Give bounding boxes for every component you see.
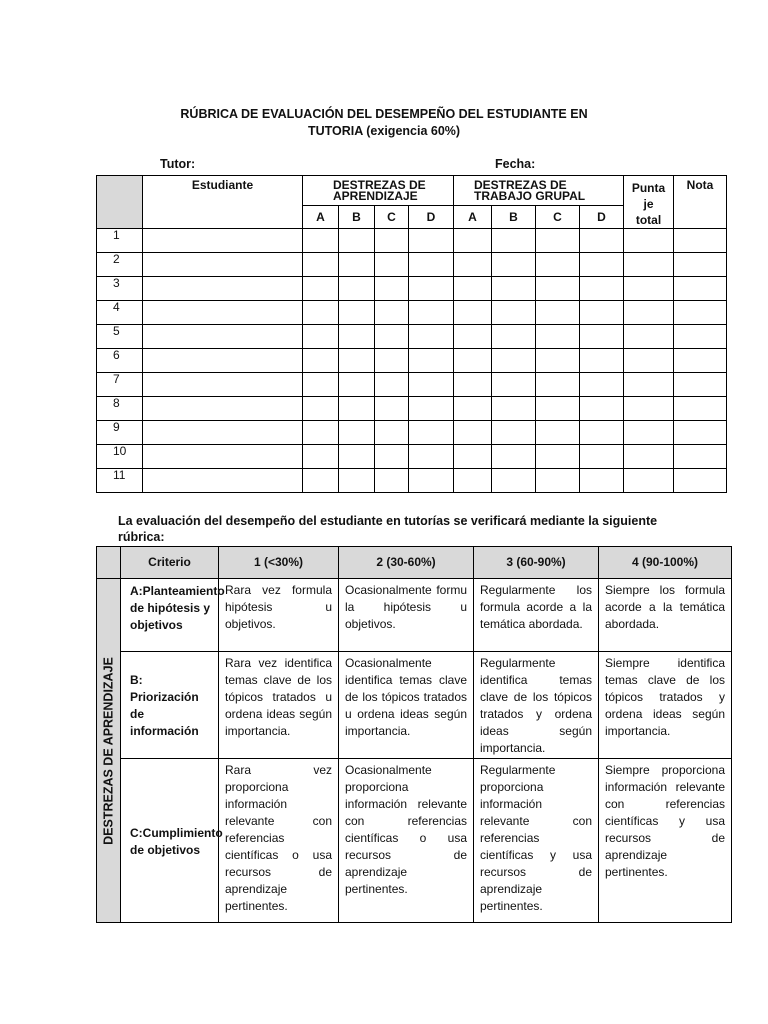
row-number: 3	[97, 277, 143, 301]
grade-cell[interactable]	[339, 301, 375, 325]
grade-cell[interactable]	[580, 445, 624, 469]
skill-subheader: A	[454, 206, 492, 229]
grade-cell[interactable]	[454, 253, 492, 277]
grade-cell[interactable]	[303, 397, 339, 421]
row-number-header	[97, 176, 143, 229]
rubric-table	[96, 546, 732, 923]
row-number: 6	[97, 349, 143, 373]
grade-cell[interactable]	[674, 253, 727, 277]
grade-cell[interactable]	[375, 229, 409, 253]
grade-cell[interactable]	[303, 277, 339, 301]
grade-cell[interactable]	[409, 301, 454, 325]
grade-cell[interactable]	[375, 277, 409, 301]
grade-cell[interactable]	[143, 397, 303, 421]
grade-cell[interactable]	[375, 469, 409, 493]
grade-cell[interactable]	[375, 397, 409, 421]
grade-cell[interactable]	[624, 253, 674, 277]
level-description: Rara vez proporciona información relevante con referencias científicas o usa recursos de aprendizaje pertinentes.	[219, 759, 339, 923]
grade-cell[interactable]	[375, 349, 409, 373]
table-row	[97, 397, 727, 421]
grade-cell[interactable]	[454, 277, 492, 301]
grade-cell[interactable]	[624, 469, 674, 493]
skill-subheader: D	[409, 206, 454, 229]
grade-cell[interactable]	[303, 253, 339, 277]
grade-cell[interactable]	[580, 469, 624, 493]
grade-cell[interactable]	[409, 349, 454, 373]
grade-cell[interactable]	[339, 277, 375, 301]
total-score-label: Punta je total	[631, 181, 666, 227]
fecha-label: Fecha:	[495, 157, 536, 171]
grade-cell[interactable]	[339, 469, 375, 493]
grade-cell[interactable]	[492, 277, 536, 301]
rubric-intro: La evaluación del desempeño del estudiante en tutorías se verificará mediante la siguiente rúbrica:	[118, 514, 658, 544]
grade-cell[interactable]	[409, 421, 454, 445]
grade-cell[interactable]	[624, 397, 674, 421]
table-row	[97, 445, 727, 469]
grade-cell[interactable]	[454, 421, 492, 445]
skill-subheader: B	[339, 206, 375, 229]
level-description: Siempre proporciona información relevante con referencias científicas y usa recursos de aprendizaje pertinentes.	[599, 759, 732, 923]
grade-cell[interactable]	[674, 373, 727, 397]
level-description: Regularmente proporciona información relevante con referencias científicas y usa recursos de aprendizaje pertinentes.	[474, 759, 599, 923]
grade-cell[interactable]	[339, 253, 375, 277]
grade-cell[interactable]	[409, 325, 454, 349]
table-row	[97, 277, 727, 301]
grade-cell[interactable]	[624, 301, 674, 325]
grade-cell[interactable]	[375, 421, 409, 445]
table-row	[97, 373, 727, 397]
student-header: Estudiante	[143, 176, 303, 229]
grade-cell[interactable]	[624, 277, 674, 301]
grade-cell[interactable]	[492, 349, 536, 373]
group-work-skills-header: DESTREZAS DE TRABAJO GRUPAL	[454, 176, 624, 206]
grade-cell[interactable]	[624, 421, 674, 445]
grade-cell[interactable]	[492, 421, 536, 445]
grade-cell[interactable]	[580, 301, 624, 325]
grade-cell[interactable]	[536, 445, 580, 469]
grade-cell[interactable]	[536, 349, 580, 373]
grade-cell[interactable]	[143, 445, 303, 469]
row-number: 4	[97, 301, 143, 325]
grade-cell[interactable]	[143, 469, 303, 493]
grade-cell[interactable]	[536, 469, 580, 493]
grade-cell[interactable]	[492, 445, 536, 469]
learning-skills-header: DESTREZAS DE APRENDIZAJE	[303, 176, 454, 206]
row-number: 9	[97, 421, 143, 445]
rubric-corner	[97, 547, 121, 579]
tutor-label: Tutor:	[160, 157, 196, 171]
grade-cell[interactable]	[674, 349, 727, 373]
grade-cell[interactable]	[674, 301, 727, 325]
evaluation-grid	[96, 175, 727, 493]
table-row	[97, 325, 727, 349]
grade-cell[interactable]	[580, 421, 624, 445]
rubric-row	[97, 759, 732, 923]
grade-cell[interactable]	[143, 349, 303, 373]
grade-cell[interactable]	[303, 445, 339, 469]
grade-cell[interactable]	[536, 421, 580, 445]
row-number: 11	[97, 469, 143, 493]
level-description: Siempre identifica temas clave de los tópicos tratados y ordena ideas según importancia.	[599, 652, 732, 759]
grade-cell[interactable]	[409, 445, 454, 469]
row-number: 5	[97, 325, 143, 349]
grade-cell[interactable]	[339, 325, 375, 349]
table-row	[97, 469, 727, 493]
grade-cell[interactable]	[409, 469, 454, 493]
grade-cell[interactable]	[454, 229, 492, 253]
grade-cell[interactable]	[339, 349, 375, 373]
grade-cell[interactable]	[580, 325, 624, 349]
grade-cell[interactable]	[409, 229, 454, 253]
grade-cell[interactable]	[624, 445, 674, 469]
grade-cell[interactable]	[143, 277, 303, 301]
skill-subheader: B	[492, 206, 536, 229]
grade-cell[interactable]	[580, 397, 624, 421]
grade-cell[interactable]	[536, 253, 580, 277]
grade-cell[interactable]	[536, 229, 580, 253]
row-number: 1	[97, 229, 143, 253]
level-header: 4 (90-100%)	[599, 547, 732, 579]
grade-cell[interactable]	[303, 373, 339, 397]
grade-cell[interactable]	[375, 445, 409, 469]
grade-cell[interactable]	[143, 421, 303, 445]
grade-cell[interactable]	[492, 301, 536, 325]
grade-cell[interactable]	[409, 373, 454, 397]
grade-cell[interactable]	[409, 253, 454, 277]
grade-cell[interactable]	[303, 301, 339, 325]
level-header: 2 (30-60%)	[339, 547, 474, 579]
table-row	[97, 253, 727, 277]
skill-subheader: D	[580, 206, 624, 229]
grade-header: Nota	[674, 176, 727, 229]
grade-cell[interactable]	[492, 469, 536, 493]
level-description: Regularmente los formula acorde a la temática abordada.	[474, 579, 599, 652]
grade-cell[interactable]	[303, 421, 339, 445]
level-description: Rara vez formula hipótesis u objetivos.	[219, 579, 339, 652]
grade-cell[interactable]	[536, 277, 580, 301]
grade-cell[interactable]	[339, 445, 375, 469]
grade-cell[interactable]	[492, 325, 536, 349]
grade-cell[interactable]	[536, 325, 580, 349]
grade-cell[interactable]	[409, 277, 454, 301]
grade-cell[interactable]	[143, 373, 303, 397]
level-header: 3 (60-90%)	[474, 547, 599, 579]
row-number: 8	[97, 397, 143, 421]
grade-cell[interactable]	[454, 469, 492, 493]
grade-cell[interactable]	[375, 325, 409, 349]
skill-subheader: C	[375, 206, 409, 229]
grade-cell[interactable]	[536, 397, 580, 421]
criterion-header: Criterio	[121, 547, 219, 579]
grade-cell[interactable]	[303, 349, 339, 373]
grade-cell[interactable]	[454, 325, 492, 349]
grade-cell[interactable]	[536, 373, 580, 397]
grade-cell[interactable]	[454, 301, 492, 325]
rubric-row	[97, 652, 732, 759]
grade-cell[interactable]	[409, 397, 454, 421]
grade-cell[interactable]	[674, 421, 727, 445]
grade-cell[interactable]	[143, 253, 303, 277]
skill-subheader: A	[303, 206, 339, 229]
criterion-cell: B: Priorización de información	[121, 652, 219, 759]
grade-cell[interactable]	[624, 373, 674, 397]
level-description: Siempre los formula acorde a la temática abordada.	[599, 579, 732, 652]
grade-cell[interactable]	[143, 229, 303, 253]
grade-cell[interactable]	[339, 421, 375, 445]
rubric-row	[97, 579, 732, 652]
grade-cell[interactable]	[674, 229, 727, 253]
skill-subheader: C	[536, 206, 580, 229]
level-description: Regularmente identifica temas clave de los tópicos tratados y ordena ideas según importancia.	[474, 652, 599, 759]
grade-cell[interactable]	[580, 373, 624, 397]
grade-cell[interactable]	[624, 325, 674, 349]
criterion-cell: C:Cumplimiento de objetivos	[121, 759, 219, 923]
table-row	[97, 301, 727, 325]
title-line-1: RÚBRICA DE EVALUACIÓN DEL DESEMPEÑO DEL ESTUDIANTE EN	[180, 107, 588, 121]
criterion-cell: A:Planteamiento de hipótesis y objetivos	[121, 579, 219, 652]
grade-cell[interactable]	[492, 373, 536, 397]
grade-cell[interactable]	[375, 373, 409, 397]
grade-cell[interactable]	[339, 373, 375, 397]
grade-cell[interactable]	[339, 229, 375, 253]
level-description: Ocasionalmente identifica temas clave de los tópicos tratados u ordena ideas según importancia.	[339, 652, 474, 759]
table-row	[97, 421, 727, 445]
level-header: 1 (<30%)	[219, 547, 339, 579]
grade-cell[interactable]	[375, 253, 409, 277]
grade-cell[interactable]	[580, 229, 624, 253]
grade-cell[interactable]	[303, 229, 339, 253]
grade-cell[interactable]	[492, 253, 536, 277]
row-number: 7	[97, 373, 143, 397]
grade-cell[interactable]	[492, 229, 536, 253]
grade-cell[interactable]	[624, 349, 674, 373]
grade-cell[interactable]	[303, 325, 339, 349]
level-description: Ocasionalmente formu la hipótesis u objetivos.	[339, 579, 474, 652]
grade-cell[interactable]	[536, 301, 580, 325]
rubric-side-label-cell	[97, 579, 121, 923]
grade-cell[interactable]	[492, 397, 536, 421]
total-score-header	[624, 176, 674, 229]
level-description: Rara vez identifica temas clave de los tópicos tratados u ordena ideas según importancia.	[219, 652, 339, 759]
row-number: 10	[97, 445, 143, 469]
grade-cell[interactable]	[143, 325, 303, 349]
rubric-side-label: DESTREZAS DE APRENDIZAJE	[101, 656, 115, 845]
grade-cell[interactable]	[674, 277, 727, 301]
grade-cell[interactable]	[454, 349, 492, 373]
grade-cell[interactable]	[674, 445, 727, 469]
grade-cell[interactable]	[303, 469, 339, 493]
grade-cell[interactable]	[674, 325, 727, 349]
grade-cell[interactable]	[580, 253, 624, 277]
grade-cell[interactable]	[454, 397, 492, 421]
grade-cell[interactable]	[674, 397, 727, 421]
grade-cell[interactable]	[454, 445, 492, 469]
grade-cell[interactable]	[624, 229, 674, 253]
document-title	[150, 106, 618, 140]
grade-cell[interactable]	[454, 373, 492, 397]
grade-cell[interactable]	[375, 301, 409, 325]
grade-cell[interactable]	[580, 277, 624, 301]
grade-cell[interactable]	[580, 349, 624, 373]
grade-cell[interactable]	[143, 301, 303, 325]
grade-cell[interactable]	[339, 397, 375, 421]
title-line-2: TUTORIA (exigencia 60%)	[307, 124, 461, 138]
level-description: Ocasionalmente proporciona información relevante con referencias científicas o usa recursos de aprendizaje pertinentes.	[339, 759, 474, 923]
table-row	[97, 349, 727, 373]
table-row	[97, 229, 727, 253]
row-number: 2	[97, 253, 143, 277]
grade-cell[interactable]	[674, 469, 727, 493]
